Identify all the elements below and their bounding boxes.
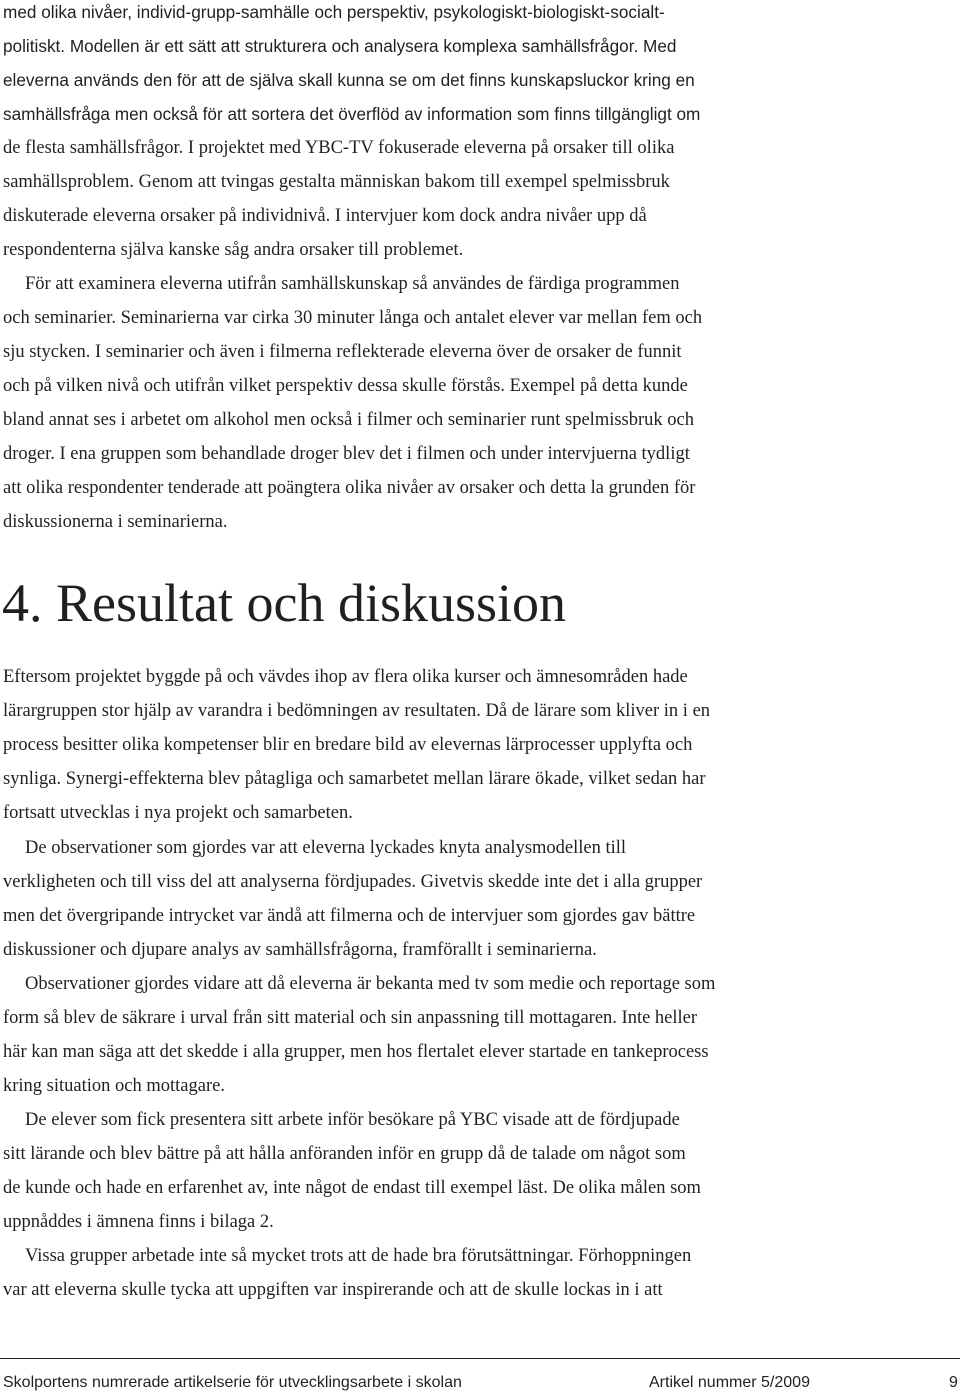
text-line: eleverna används den för att de själva skall kunna se om det finns kunskapsluckor kring en (3, 70, 695, 90)
text-line: de flesta samhällsfrågor. I projektet med YBC-TV fokuserade eleverna på orsaker till olika (3, 138, 675, 158)
text-line: process besitter olika kompetenser blir en bredare bild av elevernas lärprocesser upplyfta och (3, 735, 693, 755)
text-line: De elever som fick presentera sitt arbete inför besökare på YBC visade att de fördjupade (25, 1110, 680, 1130)
text-line: fortsatt utvecklas i nya projekt och samarbeten. (3, 803, 353, 823)
text-line: diskussioner och djupare analys av samhällsfrågorna, framförallt i seminarierna. (3, 940, 597, 960)
footer-article-number: Artikel nummer 5/2009 (649, 1374, 810, 1391)
footer-series-title: Skolportens numrerade artikelserie för utvecklingsarbete i skolan (3, 1374, 462, 1391)
text-line: här kan man säga att det skedde i alla grupper, men hos flertalet elever startade en tankeprocess (3, 1042, 709, 1062)
text-line: var att eleverna skulle tycka att uppgiften var inspirerande och att de skulle lockas in i att (3, 1280, 663, 1300)
text-line: form så blev de säkrare i urval från sitt material och sin anpassning till mottagaren. Inte heller (3, 1008, 698, 1028)
text-line: men det övergripande intrycket var ändå att filmerna och de intervjuer som gjordes gav bättre (3, 906, 696, 926)
text-line: samhällsproblem. Genom att tvingas gestalta människan bakom till exempel spelmissbruk (3, 172, 670, 192)
text-line: med olika nivåer, individ-grupp-samhälle och perspektiv, psykologiskt-biologiskt-socialt- (3, 2, 665, 22)
text-line: Vissa grupper arbetade inte så mycket trots att de hade bra förutsättningar. Förhoppningen (25, 1246, 692, 1266)
text-line: bland annat ses i arbetet om alkohol men också i filmer och seminarier runt spelmissbruk och (3, 410, 694, 430)
text-line: sitt lärande och blev bättre på att hålla anföranden inför en grupp då de talade om något som (3, 1144, 686, 1164)
text-line: verkligheten och till viss del att analyserna fördjupades. Givetvis skedde inte det i alla grupper (3, 872, 703, 892)
text-line: Observationer gjordes vidare att då eleverna är bekanta med tv som medie och reportage som (25, 974, 716, 994)
text-line: kring situation och mottagare. (3, 1076, 225, 1096)
text-line: lärargruppen stor hjälp av varandra i bedömningen av resultaten. Då de lärare som kliver in i en (3, 701, 711, 721)
text-line: och seminarier. Seminarierna var cirka 30 minuter långa och antalet elever var mellan fem och (3, 308, 703, 328)
section-heading: 4. Resultat och diskussion (2, 573, 566, 633)
text-line: uppnåddes i ämnena finns i bilaga 2. (3, 1212, 274, 1232)
text-line: politiskt. Modellen är ett sätt att strukturera och analysera komplexa samhällsfrågor. Med (3, 36, 677, 56)
text-line: de kunde och hade en erfarenhet av, inte något de endast till exempel läst. De olika målen som (3, 1178, 701, 1198)
text-line: De observationer som gjordes var att eleverna lyckades knyta analysmodellen till (25, 838, 627, 858)
text-line: diskuterade eleverna orsaker på individnivå. I intervjuer kom dock andra nivåer upp då (3, 206, 647, 226)
footer-divider (0, 1358, 960, 1359)
text-line: synliga. Synergi-effekterna blev påtagliga och samarbetet mellan lärare ökade, vilket sedan har (3, 769, 706, 789)
text-line: sju stycken. I seminarier och även i filmerna reflekterade eleverna över de orsaker de funnit (3, 342, 682, 362)
text-line: För att examinera eleverna utifrån samhällskunskap så användes de färdiga programmen (25, 274, 680, 294)
text-line: samhällsfråga men också för att sortera det överflöd av information som finns tillgängligt om (3, 104, 701, 124)
text-line: droger. I ena gruppen som behandlade droger blev det i filmen och under intervjuerna tydligt (3, 444, 690, 464)
text-line: diskussionerna i seminarierna. (3, 512, 228, 532)
text-line: och på vilken nivå och utifrån vilket perspektiv dessa skulle förstås. Exempel på detta kunde (3, 376, 688, 396)
text-line: Eftersom projektet byggde på och vävdes ihop av flera olika kurser och ämnesområden hade (3, 667, 688, 687)
text-line: att olika respondenter tenderade att poängtera olika nivåer av orsaker och detta la grunden för (3, 478, 696, 498)
page-number: 9 (949, 1374, 958, 1391)
text-line: respondenterna själva kanske såg andra orsaker till problemet. (3, 240, 464, 260)
